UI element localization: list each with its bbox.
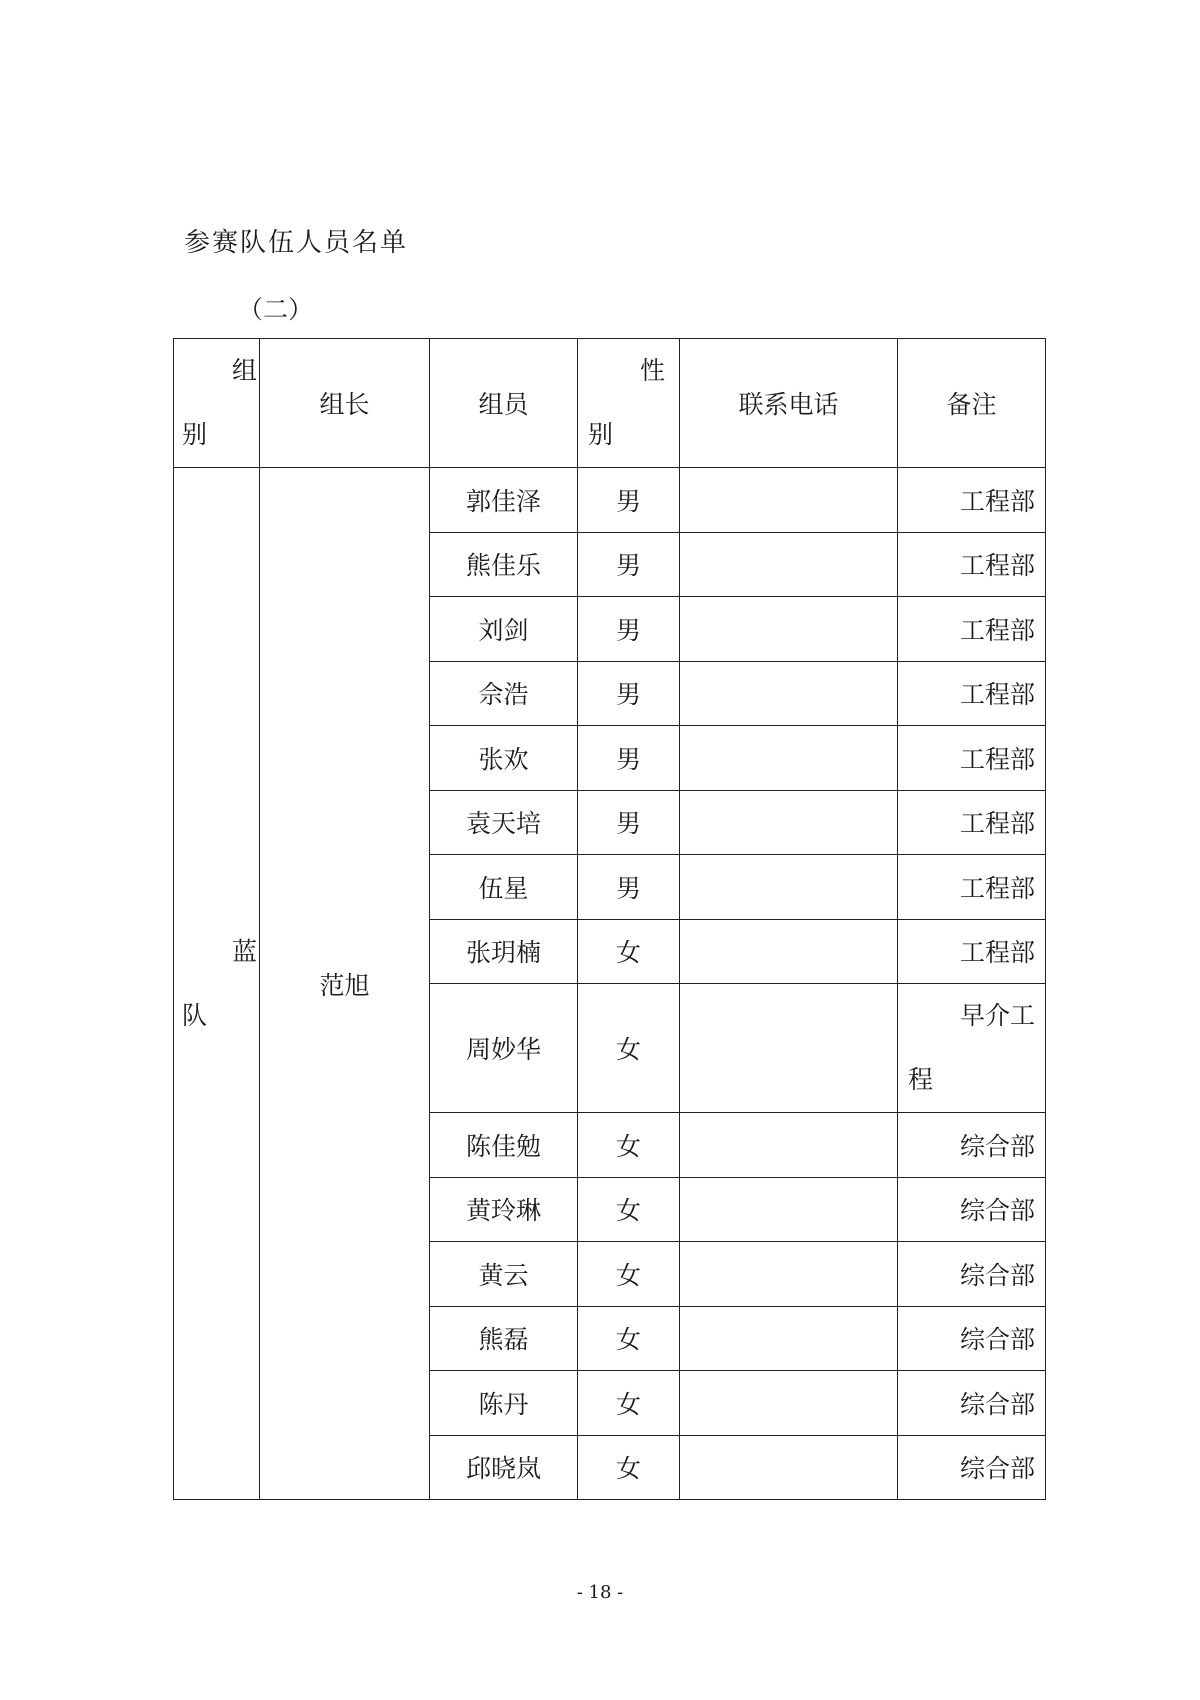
member-cell: 熊磊 — [430, 1306, 578, 1371]
header-gender-line2: 别 — [588, 420, 614, 449]
header-leader: 组长 — [260, 339, 430, 468]
remark-cell: 综合部 — [898, 1113, 1046, 1178]
member-cell: 伍星 — [430, 855, 578, 920]
remark-cell: 工程部 — [898, 726, 1046, 791]
phone-cell — [680, 984, 898, 1113]
phone-cell — [680, 1177, 898, 1242]
member-cell: 刘剑 — [430, 597, 578, 662]
header-group-line2: 别 — [182, 420, 208, 449]
header-gender — [578, 339, 680, 468]
remark-cell: 综合部 — [898, 1242, 1046, 1307]
leader-cell: 范旭 — [260, 468, 430, 1500]
phone-cell — [680, 855, 898, 920]
remark-cell: 工程部 — [898, 919, 1046, 984]
member-cell: 佘浩 — [430, 661, 578, 726]
gender-cell: 男 — [578, 532, 680, 597]
table-row — [174, 468, 1046, 533]
gender-cell: 女 — [578, 1306, 680, 1371]
phone-cell — [680, 1306, 898, 1371]
gender-cell: 女 — [578, 919, 680, 984]
group-name-line2: 队 — [182, 1000, 208, 1030]
phone-cell — [680, 597, 898, 662]
phone-cell — [680, 1113, 898, 1178]
member-cell: 张玥楠 — [430, 919, 578, 984]
phone-cell — [680, 1371, 898, 1436]
member-cell: 周妙华 — [430, 984, 578, 1113]
header-group — [174, 339, 260, 468]
remark-cell: 工程部 — [898, 661, 1046, 726]
member-cell: 陈丹 — [430, 1371, 578, 1436]
phone-cell — [680, 661, 898, 726]
member-cell: 黄云 — [430, 1242, 578, 1307]
team-roster-table — [173, 338, 1046, 1500]
header-row — [174, 339, 1046, 468]
gender-cell: 男 — [578, 597, 680, 662]
member-cell: 邱晓岚 — [430, 1435, 578, 1500]
member-cell: 熊佳乐 — [430, 532, 578, 597]
remark-cell — [898, 984, 1046, 1113]
remark-cell: 工程部 — [898, 597, 1046, 662]
phone-cell — [680, 1435, 898, 1500]
group-cell — [174, 468, 260, 1500]
gender-cell: 女 — [578, 1113, 680, 1178]
remark-cell: 工程部 — [898, 790, 1046, 855]
phone-cell — [680, 532, 898, 597]
group-name-line1: 蓝 — [231, 936, 257, 966]
phone-cell — [680, 726, 898, 791]
gender-cell: 男 — [578, 855, 680, 920]
header-gender-line1: 性 — [639, 356, 665, 385]
phone-cell — [680, 790, 898, 855]
gender-cell: 女 — [578, 1242, 680, 1307]
remark-cell: 综合部 — [898, 1306, 1046, 1371]
phone-cell — [680, 468, 898, 533]
gender-cell: 女 — [578, 1371, 680, 1436]
member-cell: 袁天培 — [430, 790, 578, 855]
member-cell: 黄玲琳 — [430, 1177, 578, 1242]
header-group-line1: 组 — [231, 356, 257, 385]
remark-cell: 综合部 — [898, 1177, 1046, 1242]
header-remark: 备注 — [898, 339, 1046, 468]
phone-cell — [680, 919, 898, 984]
phone-cell — [680, 1242, 898, 1307]
remark-cell: 综合部 — [898, 1371, 1046, 1436]
document-title: 参赛队伍人员名单 — [184, 228, 409, 258]
remark-line1: 早介工 — [959, 1001, 1035, 1030]
member-cell: 郭佳泽 — [430, 468, 578, 533]
remark-cell: 工程部 — [898, 855, 1046, 920]
member-cell: 张欢 — [430, 726, 578, 791]
page-number: - 18 - — [576, 1582, 624, 1603]
gender-cell: 男 — [578, 726, 680, 791]
gender-cell: 男 — [578, 790, 680, 855]
remark-line2: 程 — [908, 1065, 934, 1094]
gender-cell: 女 — [578, 984, 680, 1113]
remark-cell: 综合部 — [898, 1435, 1046, 1500]
remark-cell: 工程部 — [898, 532, 1046, 597]
gender-cell: 女 — [578, 1435, 680, 1500]
header-phone: 联系电话 — [680, 339, 898, 468]
gender-cell: 女 — [578, 1177, 680, 1242]
gender-cell: 男 — [578, 661, 680, 726]
remark-cell: 工程部 — [898, 468, 1046, 533]
document-subtitle: （二） — [238, 295, 314, 324]
header-member: 组员 — [430, 339, 578, 468]
member-cell: 陈佳勉 — [430, 1113, 578, 1178]
gender-cell: 男 — [578, 468, 680, 533]
